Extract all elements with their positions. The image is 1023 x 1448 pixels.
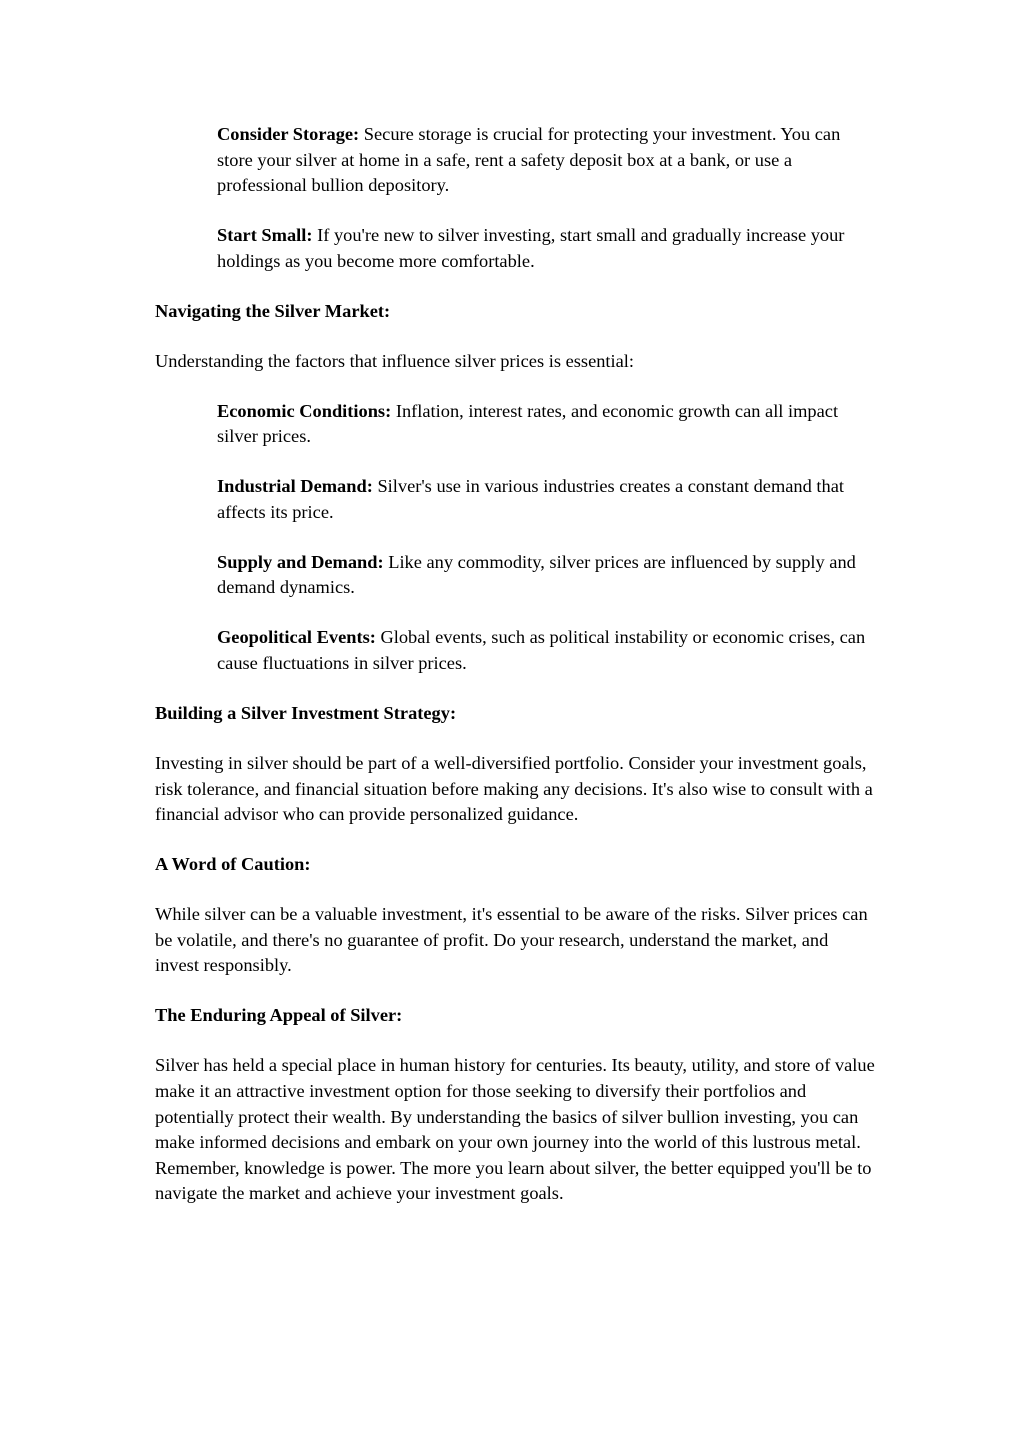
document-body [155,122,875,1231]
section-heading-enduring-appeal: The Enduring Appeal of Silver: [155,1005,403,1026]
list-item-economic-conditions [217,399,875,450]
list-item-text: Inflation, interest rates, and economic growth can all impact silver prices. [217,400,839,447]
list-item-text: Global events, such as political instability or economic crises, can cause fluctuations in silver prices. [217,627,866,674]
list-item-lead: Industrial Demand: [217,476,373,497]
section-heading-navigating-market: Navigating the Silver Market: [155,300,391,321]
list-item-lead: Start Small: [217,225,313,246]
section-heading-caution: A Word of Caution: [155,854,311,875]
list-item-text: Secure storage is crucial for protecting your investment. You can store your silver at home in a safe, rent a safety deposit box at a bank, or use a professional bullion depository. [217,124,841,196]
list-item-text: Like any commodity, silver prices are influenced by supply and demand dynamics. [217,551,856,598]
list-item-geopolitical-events [217,625,875,676]
list-item-lead: Geopolitical Events: [217,627,376,648]
paragraph-enduring-appeal: Silver has held a special place in human history for centuries. Its beauty, utility, and store of value make it an attractive investment option for those seeking to diversify their portfolios and potentially protect their wealth. By understanding the basics of silver bullion investing, you can make informed decisions and embark on your own journey into the world of this lustrous metal. Remember, knowledge is power. The more you learn about silver, the better equipped you'll be to navigate the market and achieve your investment goals. [155,1055,875,1204]
paragraph-market-intro: Understanding the factors that influence silver prices is essential: [155,350,635,371]
list-item-industrial-demand [217,474,875,525]
list-item-supply-demand [217,550,875,601]
list-item-consider-storage [217,122,875,199]
list-item-text: If you're new to silver investing, start small and gradually increase your holdings as you become more comfortable. [217,225,845,271]
paragraph-caution: While silver can be a valuable investment, it's essential to be aware of the risks. Silver prices can be volatile, and there's no guarantee of profit. Do your research, understand the market, and invest responsibly. [155,904,868,976]
list-item-text: Silver's use in various industries creates a constant demand that affects its price. [217,476,844,522]
list-item-lead: Economic Conditions: [217,400,392,421]
list-item-lead: Consider Storage: [217,124,360,144]
paragraph-strategy: Investing in silver should be part of a well-diversified portfolio. Consider your investment goals, risk tolerance, and financial situation before making any decisions. It's also wise to consult with a financial advisor who can provide personalized guidance. [155,753,873,825]
section-heading-strategy: Building a Silver Investment Strategy: [155,703,457,724]
list-item-start-small [217,223,875,274]
list-item-lead: Supply and Demand: [217,551,384,572]
